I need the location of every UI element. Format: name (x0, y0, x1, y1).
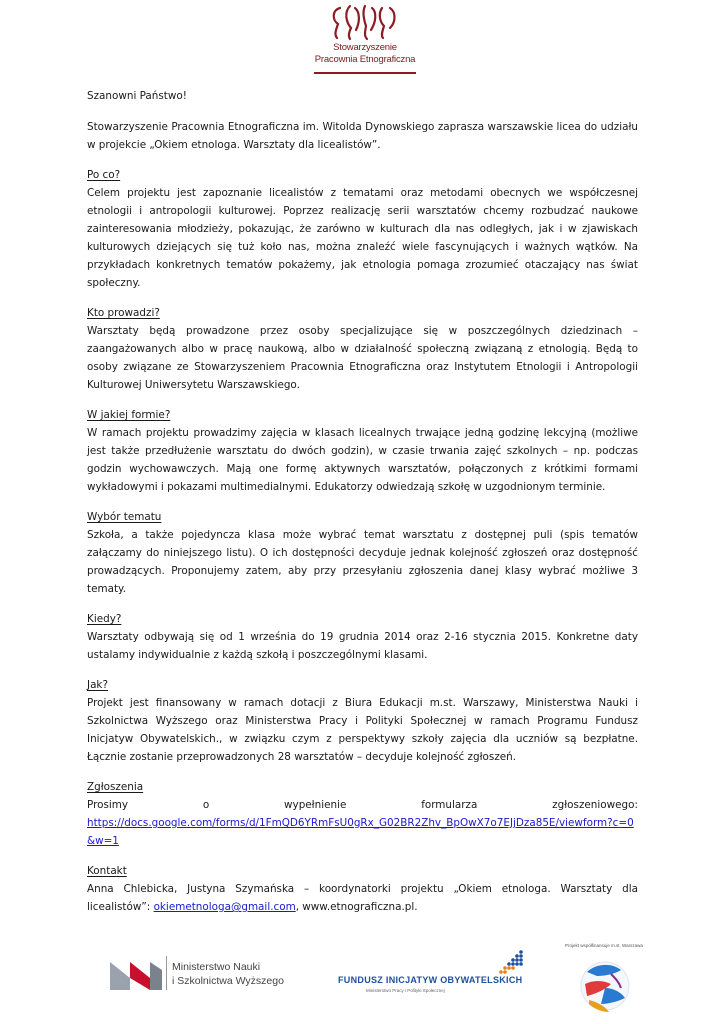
logo-underline (314, 72, 416, 74)
section-body: Projekt jest finansowany w ramach dotacji z Biura Edukacji m.st. Warszawy, Ministerstwa Nauki i Szkolnictwa Wyższego oraz Ministerstwa Pracy i Polityki Społecznej w ramach Programu Fundusz Inicjatyw Obywatelskich., w związku czym z perspektywy szkoły zajęcia dla uczniów są bezpłatne. Łącznie zostanie przeprowadzonych 28 warsztatów – decyduje kolejność zgłoszeń. (87, 697, 638, 763)
footer-logos (0, 940, 725, 1024)
registration-word: o (202, 799, 210, 811)
letter-body (87, 87, 638, 928)
contact-text (87, 880, 638, 916)
fio-dots-icon (488, 948, 528, 978)
contact-email-link[interactable]: okiemetnologa@gmail.com (153, 901, 296, 913)
warsaw-sponsor-logo (565, 940, 645, 1020)
section-form (87, 406, 638, 496)
registration-word: zgłoszeniowego: (552, 799, 638, 811)
section-heading: Wybór tematu (87, 511, 162, 523)
intro-paragraph: Stowarzyszenie Pracownia Etnograficzna im. Witolda Dynowskiego zaprasza warszawskie licea do udziału w projekcie „Okiem etnologa. Warsztaty dla licealistów”. (87, 121, 638, 151)
greeting: Szanowni Państwo! (87, 90, 187, 102)
section-heading: Kontakt (87, 865, 127, 877)
logo-line-2: Pracownia Etnograficzna (314, 54, 416, 65)
section-purpose (87, 166, 638, 292)
section-who (87, 304, 638, 394)
registration-word: wypełnienie (284, 799, 347, 811)
section-body: Warsztaty będą prowadzone przez osoby specjalizujące się w poszczególnych dziedzinach – zaangażowanych albo w pracę naukową, albo w działalność społeczną związaną z etnologią. Będą to osoby związane ze Stowarzyszeniem Pracownia Etnograficzna oraz Instytutem Etnologii i Antropologii Kulturowej Uniwersytetu Warszawskiego. (87, 325, 638, 391)
mnisw-emblem-icon (108, 956, 168, 992)
section-heading: Po co? (87, 169, 121, 181)
section-body: Szkoła, a także pojedyncza klasa może wybrać temat warsztatu z dostępnej puli (spis tematów załączamy do niniejszego listu). O ich dostępności decyduje jednak kolejność zgłoszeń oraz dostępność prowadzących. Proponujemy zatem, aby przy przesyłaniu zgłoszenia danej klasy wybrać możliwe 3 tematy. (87, 529, 638, 595)
ministry-logo (108, 954, 308, 994)
registration-word: Prosimy (87, 799, 129, 811)
fio-title: FUNDUSZ INICJATYW OBYWATELSKICH (338, 975, 523, 985)
section-heading: Jak? (87, 679, 108, 691)
fio-subtitle: Ministerstwo Pracy i Polityki Społecznej (366, 988, 445, 993)
section-body: W ramach projektu prowadzimy zajęcia w klasach licealnych trwające jedną godzinę lekcyjną (możliwe jest także przedłużenie warsztatu do dwóch godzin), w czasie trwania zajęć szkolnych – np. podczas godzin wychowawczych. Mają one formę aktywnych warsztatów, połączonych z krótkimi formami wykładowymi i pokazami multimedialnymi. Edukatorzy odwiedzają szkołę w uzgodnionym terminie. (87, 427, 638, 493)
section-when (87, 610, 638, 664)
registration-text (87, 796, 638, 814)
sponsor-caption: Projekt współfinansuje m.st. Warszawa (565, 943, 643, 948)
section-heading: Kiedy? (87, 613, 122, 625)
registration-word: formularza (421, 799, 478, 811)
fio-logo (338, 948, 528, 998)
section-contact (87, 862, 638, 916)
ministry-line-1: Ministerstwo Nauki (172, 961, 261, 973)
section-heading: Zgłoszenia (87, 781, 144, 793)
registration-form-link[interactable]: https://docs.google.com/forms/d/1FmQD6YRmFsU0gRx_G02BR2Zhv_BpOwX7o7EJjDza85E/viewform?c=0&w=1 (87, 817, 634, 847)
section-body: Celem projektu jest zapoznanie licealistów z tematami oraz metodami obecnych we współczesnej etnologii i antropologii kulturowej. Poprzez realizację serii warsztatów chcemy rozbudzać naukowe zainteresowania młodzieży, pokazując, że zarówno w kulturach dla nas odległych, jak i w zjawiskach kulturowych dziejących się tuż koło nas, można znaleźć wiele fascynujących i ważnych wątków. Na przykładach konkretnych tematów pokażemy, jak etnologia pomaga zrozumieć otaczający nas świat społeczny. (87, 187, 638, 289)
section-heading: W jakiej formie? (87, 409, 171, 421)
ministry-line-2: i Szkolnictwa Wyższego (172, 975, 284, 987)
logo-line-1: Stowarzyszenie (333, 42, 397, 53)
ministry-divider (166, 956, 167, 990)
association-logo (310, 2, 420, 78)
contact-persons: Anna Chlebicka, Justyna Szymańska – koordynatorki projektu „Okiem etnologa. Warsztaty dla licealistów”: (87, 883, 638, 913)
section-how (87, 676, 638, 766)
vases-icon (310, 2, 420, 42)
section-heading: Kto prowadzi? (87, 307, 160, 319)
warsaw-mermaid-emblem-icon (575, 954, 635, 1016)
section-registration (87, 778, 638, 850)
contact-website: , www.etnograficzna.pl. (295, 901, 418, 913)
section-body: Warsztaty odbywają się od 1 września do 19 grudnia 2014 oraz 2-16 stycznia 2015. Konkretne daty ustalamy indywidualnie z każdą szkołą i poszczególnymi klasami. (87, 631, 638, 661)
section-topic (87, 508, 638, 598)
